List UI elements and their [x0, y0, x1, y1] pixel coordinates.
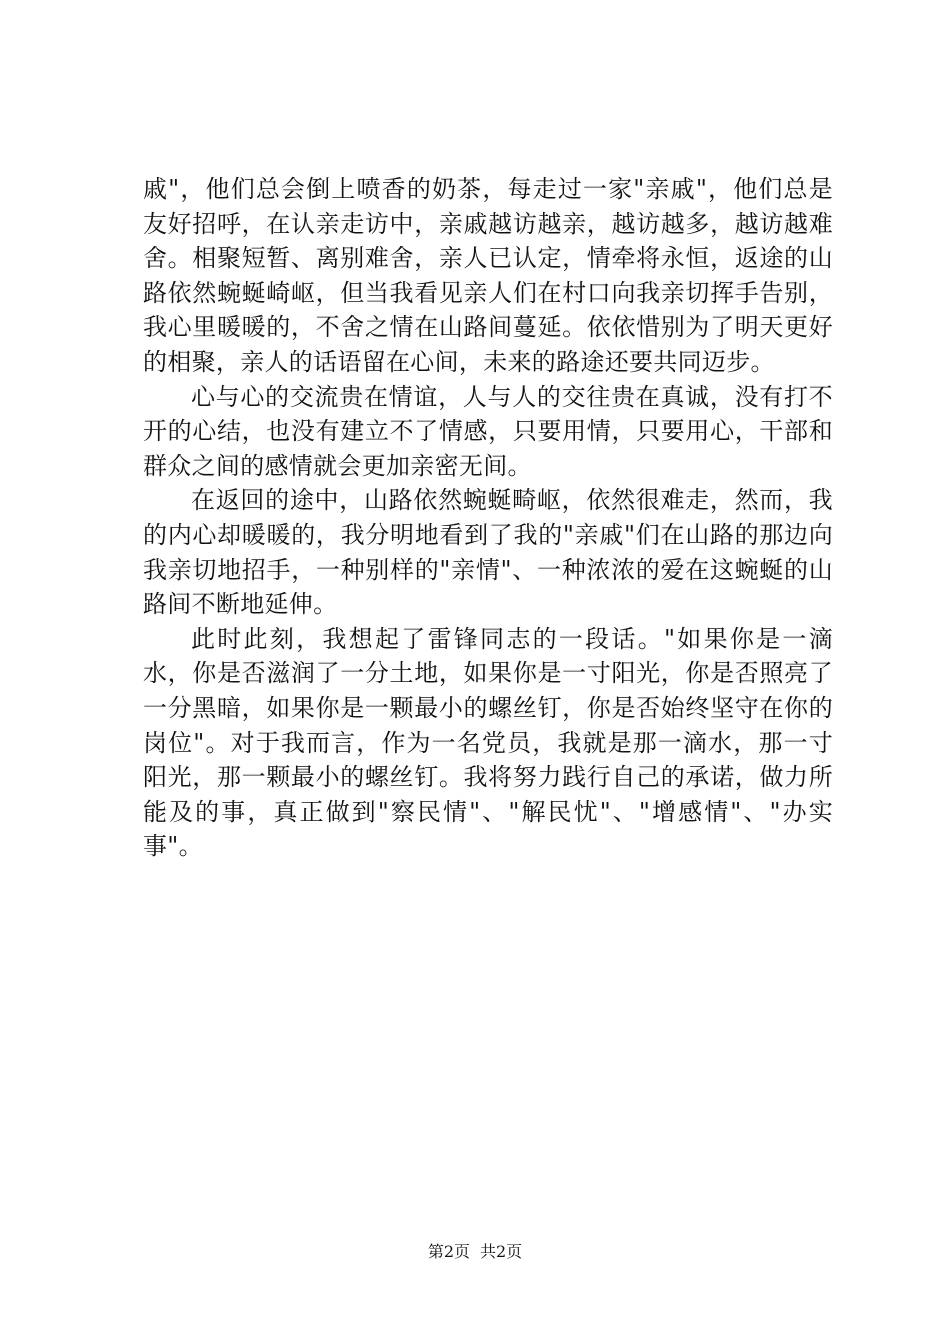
page-number: 第2页	[427, 1242, 470, 1261]
paragraph-continued: 戚"，他们总会倒上喷香的奶茶，每走过一家"亲戚"，他们总是友好招呼，在认亲走访中，亲戚越访越亲，越访越多，越访越难舍。相聚短暂、离别难舍，亲人已认定，情牵将永恒，返途的山路依然蜿蜒崎岖，但当我看见亲人们在村口向我亲切挥手告别，我心里暖暖的，不舍之情在山路间蔓延。依依惜别为了明天更好的相聚，亲人的话语留在心间，未来的路途还要共同迈步。	[143, 175, 833, 376]
paragraph: 心与心的交流贵在情谊，人与人的交往贵在真诚，没有打不开的心结，也没有建立不了情感，只要用情，只要用心，干部和群众之间的感情就会更加亲密无间。	[143, 382, 833, 480]
page-total: 共2页	[480, 1242, 523, 1261]
document-body	[143, 172, 833, 864]
paragraph: 此时此刻，我想起了雷锋同志的一段话。"如果你是一滴水，你是否滋润了一分土地，如果你是一寸阳光，你是否照亮了一分黑暗，如果你是一颗最小的螺丝钉，你是否始终坚守在你的岗位"。对于我而言，作为一名党员，我就是那一滴水，那一寸阳光，那一颗最小的螺丝钉。我将努力践行自己的承诺，做力所能及的事，真正做到"察民情"、"解民忧"、"增感情"、"办实事"。	[143, 624, 833, 861]
paragraph: 在返回的途中，山路依然蜿蜒畸岖，依然很难走，然而，我的内心却暖暖的，我分明地看到了我的"亲戚"们在山路的那边向我亲切地招手，一种别样的"亲情"、一种浓浓的爱在这蜿蜒的山路间不断地延伸。	[143, 486, 833, 619]
page-footer	[0, 1242, 950, 1262]
